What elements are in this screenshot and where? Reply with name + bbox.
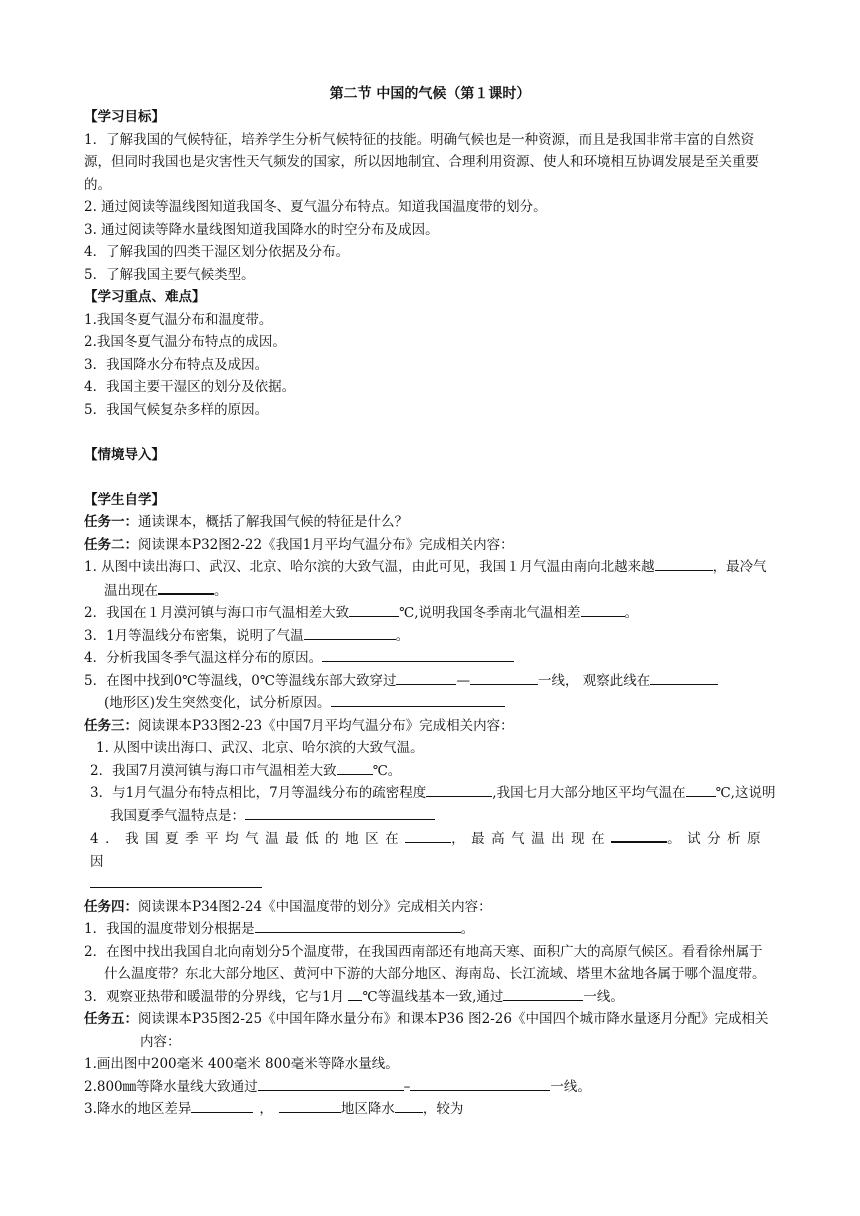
task1-label: 任务一：: [84, 514, 138, 530]
self-study-heading: 【学生自学】: [84, 491, 165, 508]
task2-question-5: 5．在图中找到0℃等温线，0℃等温线东部大致穿过 — 一线， 观察此线在: [84, 670, 776, 693]
answer-blank[interactable]: [470, 670, 538, 685]
answer-blank[interactable]: [405, 828, 451, 843]
key-point-2: 2.我国冬夏气温分布特点的成因。: [84, 334, 286, 350]
answer-blank[interactable]: [650, 670, 718, 685]
task3-question-1: 1. 从图中读出海口、武汉、北京、哈尔滨的大致气温。: [96, 740, 424, 756]
task1-text: 通读课本，概括了解我国气候的特征是什么？: [138, 514, 408, 530]
task3: [84, 715, 776, 738]
answer-blank[interactable]: [655, 556, 713, 571]
intro-heading: 【情境导入】: [84, 446, 165, 463]
task2-text: 阅读课本P32图2-22《我国1月平均气温分布》完成相关内容：: [138, 536, 514, 553]
task4: [84, 896, 776, 919]
answer-blank[interactable]: [304, 625, 396, 640]
page-title: 第二节 中国的气候（第１课时）: [329, 86, 531, 102]
task5-label: 任务五：: [84, 1011, 138, 1027]
task3-question-4: 4．我国夏季平均气温最低的地区在 ，最高气温出现在 。试分析原因: [84, 827, 776, 896]
task2-question-3: 3．1月等温线分布密集，说明了气温 。: [84, 625, 776, 648]
answer-blank[interactable]: [331, 692, 505, 707]
answer-blank[interactable]: [395, 1098, 423, 1113]
task3-text: 阅读课本P33图2-23《中国7月平均气温分布》完成相关内容：: [138, 717, 514, 734]
task4-question-1: 1．我国的温度带划分根据是 。: [84, 918, 776, 941]
task5-question-1: 1.画出图中200毫米 400毫米 800毫米等降水量线。: [84, 1056, 399, 1072]
answer-blank[interactable]: [410, 1076, 550, 1091]
key-point-3: 3．我国降水分布特点及成因。: [84, 356, 269, 373]
answer-blank[interactable]: [158, 579, 214, 595]
answer-blank[interactable]: [426, 782, 492, 797]
task4-text: 阅读课本P34图2-24《中国温度带的划分》完成相关内容：: [138, 898, 492, 915]
task1: [84, 511, 776, 534]
task2-question-5-cont: (地形区)发生突然变化，试分析原因。: [84, 692, 776, 715]
goal-item-1: 1．了解我国的气候特征，培养学生分析气候特征的技能。明确气候也是一种资源，而且是我国非常丰富的自然资源，但同时我国也是灾害性天气频发的国家，所以因地制宜、合理利用资源、使人和环境相互协调发展是至关重要的。: [84, 131, 759, 193]
key-point-1: 1.我国冬夏气温分布和温度带。: [84, 311, 273, 328]
task3-question-2: 2．我国7月漠河镇与海口市气温相差大致 ℃。: [84, 760, 776, 783]
goal-item-4: 4．了解我国的四类干湿区划分依据及分布。: [84, 244, 350, 260]
answer-blank[interactable]: [396, 670, 456, 685]
task2: [84, 534, 776, 557]
task2-question-4: 4．分析我国冬季气温这样分布的原因。: [84, 647, 776, 670]
answer-blank[interactable]: [191, 1098, 253, 1113]
task5-text: 阅读课本P35图2-25《中国年降水量分布》和课本P36 图2-26《中国四个城市降水量逐月分配》完成相关内容：: [138, 1011, 769, 1050]
answer-blank[interactable]: [349, 602, 399, 617]
answer-blank[interactable]: [686, 782, 716, 797]
key-points-heading: 【学习重点、难点】: [84, 289, 206, 305]
task4-label: 任务四：: [84, 898, 138, 915]
answer-blank[interactable]: [611, 827, 667, 843]
answer-blank[interactable]: [348, 986, 362, 1001]
task2-question-2: 2．我国在１月漠河镇与海口市气温相差大致 ℃,说明我国冬季南北气温相差 。: [84, 602, 776, 625]
answer-blank[interactable]: [322, 647, 514, 662]
answer-blank[interactable]: [503, 986, 583, 1001]
key-point-5: 5．我国气候复杂多样的原因。: [84, 401, 269, 418]
goal-item-3: 3. 通过阅读等降水量线图知道我国降水的时空分布及成因。: [84, 221, 439, 238]
answer-blank[interactable]: [90, 873, 262, 888]
answer-blank[interactable]: [581, 602, 625, 617]
task5-question-3: 3.降水的地区差异 ， 地区降水 ，较为: [84, 1098, 776, 1121]
task4-question-2: 2．在图中找出我国自北向南划分5个温度带，在我国西南部还有地高天寒、面积广大的高原气候区。看看徐州属于什么温度带？东北大部分地区、黄河中下游的大部分地区、海南岛、长江流域、塔里木盆地各属于哪个温度带。: [84, 943, 766, 982]
answer-blank[interactable]: [245, 805, 435, 820]
task5-question-2: 2.800㎜等降水量线大致通过 – 一线。: [84, 1076, 776, 1099]
answer-blank[interactable]: [279, 1098, 341, 1113]
goal-item-2: 2. 通过阅读等温线图知道我国冬、夏气温分布特点。知道我国温度带的划分。: [84, 199, 547, 215]
task4-question-3: 3．观察亚热带和暖温带的分界线，它与1月 ℃等温线基本一致,通过 一线。: [84, 986, 776, 1009]
answer-blank[interactable]: [337, 760, 373, 775]
task2-label: 任务二：: [84, 536, 138, 553]
goals-heading: 【学习目标】: [84, 109, 165, 125]
goal-item-5: 5．了解我国主要气候类型。: [84, 266, 255, 283]
task3-question-3: 3．与1月气温分布特点相比，7月等温线分布的疏密程度 ,我国七月大部分地区平均气温在 ℃,这说明我国夏季气温特点是：: [84, 782, 776, 827]
answer-blank[interactable]: [255, 918, 461, 933]
key-point-4: 4．我国主要干湿区的划分及依据。: [84, 379, 296, 395]
answer-blank[interactable]: [258, 1076, 404, 1091]
task3-label: 任务三：: [84, 717, 138, 734]
worksheet-body: [84, 106, 776, 1121]
task2-question-1: 1. 从图中读出海口、武汉、北京、哈尔滨的大致气温，由此可见，我国１月气温由南向北越来越 ，最冷气温出现在 。: [84, 556, 776, 602]
task5: [84, 1008, 776, 1053]
